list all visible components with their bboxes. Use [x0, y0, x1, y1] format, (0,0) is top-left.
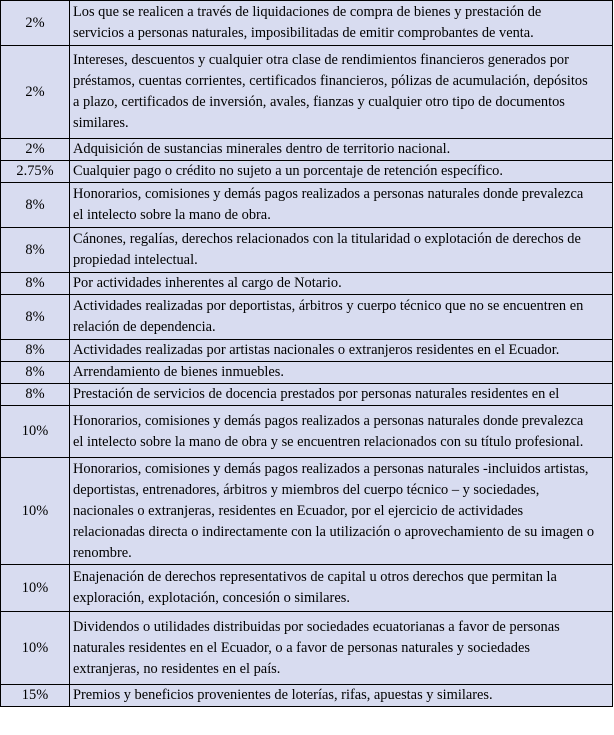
- description-line: Actividades realizadas por deportistas, árbitros y cuerpo técnico que no se encuentren en: [73, 298, 584, 314]
- description-line: Honorarios, comisiones y demás pagos realizados a personas naturales donde prevalezca: [73, 412, 584, 429]
- description-line: relacionadas directa o indirectamente con la utilización o aprovechamiento de su imagen o: [73, 523, 595, 540]
- table-row: [1, 612, 613, 685]
- table-row: [1, 384, 613, 406]
- description-line: préstamos, cuentas corrientes, certificados financieros, pólizas de acumulación, depósitos: [73, 73, 588, 89]
- table-row: [1, 273, 613, 295]
- description-cell: [70, 273, 613, 295]
- rate-cell: 8%: [1, 228, 70, 273]
- description-line: Honorarios, comisiones y demás pagos realizados a personas naturales donde prevalezca: [73, 186, 584, 202]
- rate-cell: 8%: [1, 384, 70, 406]
- description-line: similares.: [73, 115, 129, 131]
- description-line: exploración, explotación, concesión o similares.: [73, 590, 350, 606]
- rate-cell: 10%: [1, 406, 70, 458]
- description-line: nacionales o extranjeras, residentes en Ecuador, por el ejercicio de actividades: [73, 502, 524, 519]
- rate-cell: 2%: [1, 46, 70, 139]
- description-line: Cualquier pago o crédito no sujeto a un porcentaje de retención específico.: [73, 163, 503, 179]
- table-row: [1, 340, 613, 362]
- description-line: Enajenación de derechos representativos de capital u otros derechos que permitan la: [73, 569, 557, 585]
- description-line: propiedad intelectual.: [73, 252, 198, 268]
- description-cell: [70, 362, 613, 384]
- description-line: Por actividades inherentes al cargo de Notario.: [73, 275, 342, 291]
- table-row: [1, 565, 613, 612]
- description-line: Los que se realicen a través de liquidaciones de compra de bienes y prestación de: [73, 4, 542, 20]
- description-line: relación de dependencia.: [73, 319, 216, 335]
- description-line: naturales residentes en el Ecuador, o a favor de personas naturales y sociedades: [73, 639, 530, 656]
- table-row: [1, 1, 613, 46]
- description-line: el intelecto sobre la mano de obra y se encuentren relacionados con su título profesional.: [73, 433, 584, 450]
- description-line: servicios a personas naturales, imposibilitadas de emitir comprobantes de venta.: [73, 25, 534, 41]
- description-cell: [70, 139, 613, 161]
- rate-cell: 2%: [1, 139, 70, 161]
- description-line: el intelecto sobre la mano de obra.: [73, 207, 271, 223]
- description-line: deportistas, entrenadores, árbitros y miembros del cuerpo técnico – y sociedades,: [73, 481, 540, 498]
- rate-cell: 2%: [1, 1, 70, 46]
- description-cell: [70, 612, 613, 685]
- rate-cell: 10%: [1, 612, 70, 685]
- table-row: [1, 139, 613, 161]
- table-row: [1, 362, 613, 384]
- rate-cell: 8%: [1, 183, 70, 228]
- description-line: Cánones, regalías, derechos relacionados con la titularidad o explotación de derechos de: [73, 231, 581, 247]
- rate-cell: 8%: [1, 295, 70, 340]
- description-cell: [70, 384, 613, 406]
- table-row: [1, 685, 613, 707]
- description-line: Prestación de servicios de docencia prestados por personas naturales residentes en el: [73, 386, 560, 402]
- rate-cell: 10%: [1, 458, 70, 565]
- rate-cell: 8%: [1, 362, 70, 384]
- description-cell: [70, 565, 613, 612]
- rate-cell: 2.75%: [1, 161, 70, 183]
- rate-cell: 8%: [1, 273, 70, 295]
- rate-cell: 15%: [1, 685, 70, 707]
- table-row: [1, 46, 613, 139]
- description-cell: [70, 406, 613, 458]
- description-line: Dividendos o utilidades distribuidas por sociedades ecuatorianas a favor de personas: [73, 618, 560, 635]
- description-cell: [70, 685, 613, 707]
- description-line: Actividades realizadas por artistas nacionales o extranjeros residentes en el Ecuador.: [73, 342, 560, 358]
- description-cell: [70, 340, 613, 362]
- description-line: Arrendamiento de bienes inmuebles.: [73, 364, 284, 380]
- description-cell: [70, 1, 613, 46]
- description-cell: [70, 228, 613, 273]
- description-cell: [70, 183, 613, 228]
- description-line: Intereses, descuentos y cualquier otra clase de rendimientos financieros generados por: [73, 52, 569, 68]
- table-row: [1, 228, 613, 273]
- rate-cell: 8%: [1, 340, 70, 362]
- table-row: [1, 183, 613, 228]
- description-line: Honorarios, comisiones y demás pagos realizados a personas naturales -incluidos artistas,: [73, 460, 589, 477]
- description-cell: [70, 458, 613, 565]
- table-row: [1, 161, 613, 183]
- description-line: extranjeras, no residentes en el país.: [73, 660, 281, 677]
- description-cell: [70, 161, 613, 183]
- description-cell: [70, 46, 613, 139]
- table-row: [1, 406, 613, 458]
- rate-cell: 10%: [1, 565, 70, 612]
- description-line: Adquisición de sustancias minerales dentro de territorio nacional.: [73, 141, 451, 157]
- table-row: [1, 458, 613, 565]
- table-row: [1, 295, 613, 340]
- description-cell: [70, 295, 613, 340]
- description-line: Premios y beneficios provenientes de loterías, rifas, apuestas y similares.: [73, 687, 493, 703]
- table-body: [1, 1, 613, 707]
- description-line: renombre.: [73, 544, 132, 561]
- description-line: a plazo, certificados de inversión, avales, fianzas y cualquier otro tipo de documentos: [73, 94, 565, 110]
